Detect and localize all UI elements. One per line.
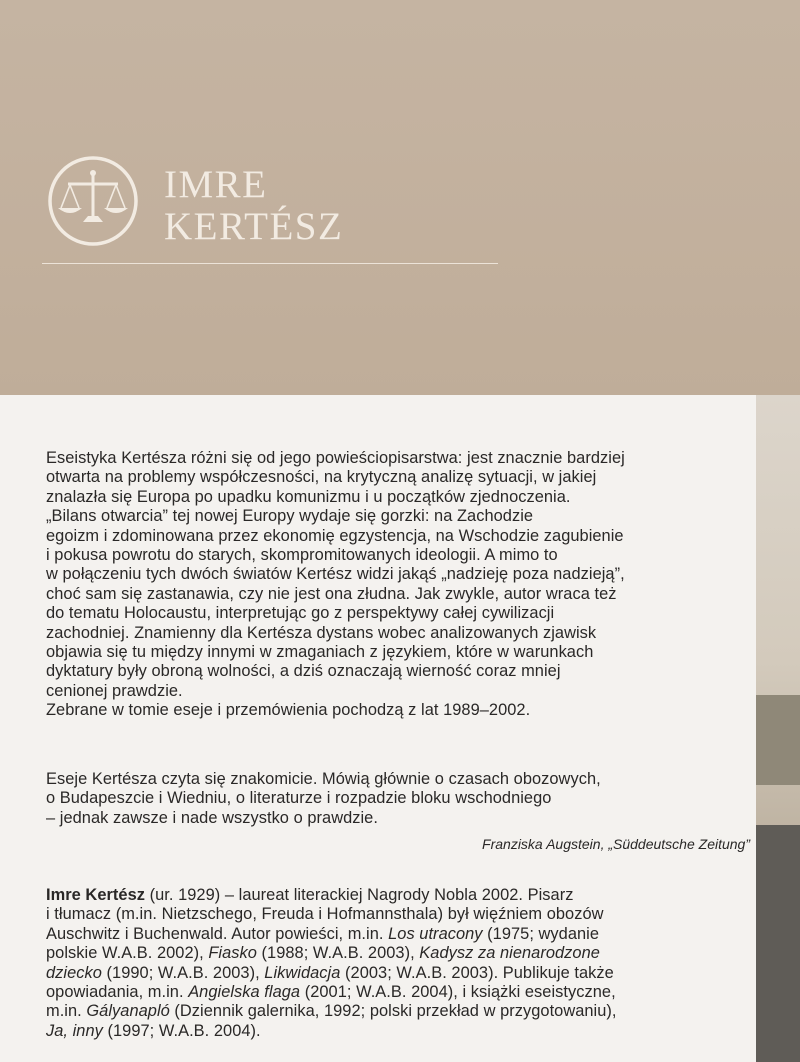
book-title: Angielska flaga [188,983,301,1002]
bio-line [46,925,617,944]
description-line: Zebrane w tomie eseje i przemówienia pochodzą z lat 1989–2002. [46,701,531,720]
bio-line [46,944,617,963]
author-bio [46,886,617,1041]
book-title: dziecko [46,963,102,982]
bio-line [46,1022,617,1041]
description-line: egoizm i zdominowana przez ekonomię egzystencja, na Wschodzie zagubienie [46,526,624,545]
description-line: do tematu Holocaustu, interpretując go z perspektywy całej cywilizacji [46,604,555,623]
description-line: zachodniej. Znamienny dla Kertésza dystans wobec analizowanych zjawisk [46,623,597,642]
description-line: „Bilans otwarcia” tej nowej Europy wydaje się gorzki: na Zachodzie [46,507,534,526]
quote-line: – jednak zawsze i nade wszystko o prawdzie. [46,808,378,827]
quote-publication: „Süddeutsche Zeitung” [608,836,750,852]
quote-attribution [482,836,750,852]
bio-text: (1997; W.A.B. 2004). [102,1021,261,1040]
bio-line: i tłumacz (m.in. Nietzschego, Freuda i Hofmannsthala) był więźniem obozów [46,905,604,924]
bio-line [46,964,617,983]
book-title: Likwidacja [264,963,341,982]
bio-line [46,1002,617,1021]
author-last-name: KERTÉSZ [164,205,344,248]
bio-line [46,983,617,1002]
quote-line: o Budapeszcie i Wiedniu, o literaturze i rozpadzie bloku wschodniego [46,789,552,808]
description-line: w połączeniu tych dwóch światów Kertész widzi jakąś „nadzieję poza nadzieją”, [46,565,625,584]
review-quote [46,770,601,828]
bio-author-name: Imre Kertész [46,886,145,904]
book-title: Los utracony [388,924,483,943]
description-line: Eseistyka Kertésza różni się od jego powieściopisarstwa: jest znacznie bardziej [46,449,625,467]
bio-text: polskie W.A.B. 2002), [46,944,209,963]
book-description [46,449,625,721]
book-title: Fiasko [208,944,257,963]
bio-text: (2003; W.A.B. 2003). Publikuje także [340,963,614,982]
bio-text: (1988; W.A.B. 2003), [256,944,420,963]
description-line: dyktatury były obroną wolności, a dziś oznaczają wierność coraz mniej [46,662,561,681]
description-line: znalazła się Europa po upadku komunizmu i u początków zjednoczenia. [46,487,571,506]
bio-text: Auschwitz i Buchenwald. Autor powieści, m.in. [46,924,389,943]
bio-text: m.in. [46,1002,87,1021]
bio-text: opowiadania, m.in. [46,983,189,1002]
book-title: Gályanapló [86,1002,170,1021]
cover-photo-edge [754,395,800,1062]
description-line: cenionej prawdzie. [46,681,183,700]
bio-line [46,886,617,905]
bio-text: (1975; wydanie [482,924,600,943]
author-title [164,164,343,248]
book-title: Ja, inny [46,1021,103,1040]
scales-of-justice-icon [46,154,140,248]
description-line: i pokusa powrotu do starych, skompromitowanych ideologii. A mimo to [46,546,558,565]
book-title: Kadysz za nienarodzone [419,944,600,963]
header-divider [42,263,498,264]
description-line: choć sam się zastanawia, czy nie jest ona złudna. Jak zwykle, autor wraca też [46,584,617,603]
author-first-name: IMRE [164,163,268,206]
bio-text: (Dziennik galernika, 1992; polski przekład w przygotowaniu), [169,1002,617,1021]
quote-separator: , [600,836,609,852]
quote-author: Franziska Augstein [482,836,601,852]
bio-text: (2001; W.A.B. 2004), i książki eseistyczne, [300,983,616,1002]
photo-bridge-detail [754,695,800,785]
photo-water-detail [754,825,800,1062]
quote-line: Eseje Kertésza czyta się znakomicie. Mówią głównie o czasach obozowych, [46,770,601,788]
bio-text: (1990; W.A.B. 2003), [101,963,265,982]
description-line: otwarta na problemy współczesności, na krytyczną analizę sytuacji, w jakiej [46,468,597,487]
description-line: objawia się tu między innymi w zmaganiach z językiem, które w warunkach [46,643,594,662]
bio-text: (ur. 1929) – laureat literackiej Nagrody Nobla 2002. Pisarz [145,886,574,904]
